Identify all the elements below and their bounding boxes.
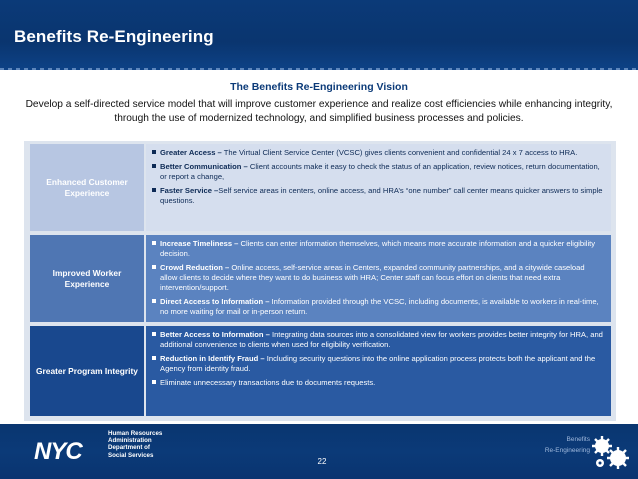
agency-line: Department of <box>108 444 150 452</box>
footer-label <box>510 434 590 456</box>
list-item <box>152 378 603 388</box>
gear-icon <box>588 430 632 474</box>
footer-label-line: Re-Engineering <box>544 447 590 454</box>
row-label-text: Improved Worker Experience <box>52 267 122 289</box>
list-item <box>152 148 603 158</box>
item-heading: Greater Access – <box>160 148 222 157</box>
item-heading: Direct Access to Information – <box>160 297 270 306</box>
row-label-integrity <box>30 326 144 416</box>
agency-name <box>108 430 162 459</box>
bullet-icon <box>152 356 156 360</box>
bullet-icon <box>152 164 156 168</box>
item-text: Client accounts make it easy to check the status of an application, review notices, return documentation, or report a change, <box>160 162 600 181</box>
list-item <box>152 186 603 206</box>
bullet-icon <box>152 299 156 303</box>
item-heading: Better Communication – <box>160 162 248 171</box>
page-number: 22 <box>317 457 327 466</box>
item-text: Integrating data sources into a consolidated view for workers provides better integrity for HRA, and additional convenience to clients when used for eligibility verification. <box>160 330 603 349</box>
bullet-icon <box>152 380 156 384</box>
footer-label-line: Benefits <box>566 436 590 443</box>
bullet-icon <box>152 332 156 336</box>
list-item <box>152 263 603 293</box>
item-text: Online access, self-service areas in Centers, expanded community partnerships, and a citywide caseload allow clients to decide where they want to do business with HRA; Center staff can focus effort on clients that need extra intervention/support. <box>160 263 585 292</box>
list-item <box>152 354 603 374</box>
item-text: Eliminate unnecessary transactions due to documents requests. <box>160 378 376 387</box>
item-heading: Reduction in Identify Fraud – <box>160 354 265 363</box>
bullet-icon <box>152 150 156 154</box>
list-item <box>152 330 603 350</box>
row-body-customer <box>146 144 611 231</box>
vision-title: The Benefits Re-Engineering Vision <box>230 81 408 93</box>
item-text: Information provided through the VCSC, including documents, is available to workers in real-time, no more waiting for mail or in-person return. <box>160 297 599 316</box>
row-label-text: Enhanced Customer Experience <box>46 176 128 198</box>
item-heading: Faster Service – <box>160 186 219 195</box>
row-body-worker <box>146 235 611 322</box>
bullet-icon <box>152 265 156 269</box>
list-item <box>152 297 603 317</box>
bullet-icon <box>152 188 156 192</box>
item-heading: Increase Timeliness – <box>160 239 239 248</box>
item-heading: Crowd Reduction – <box>160 263 230 272</box>
item-text: Self service areas in centers, online access, and HRA’s “one number” call center means quicker answers to simple questions. <box>160 186 603 205</box>
page-title: Benefits Re-Engineering <box>14 27 214 46</box>
item-text: The Virtual Client Service Center (VCSC) gives clients convenient and confidential 24 x 7 access to HRA. <box>221 148 578 157</box>
row-body-integrity <box>146 326 611 416</box>
agency-line: Human Resources <box>108 430 163 437</box>
list-item <box>152 162 603 182</box>
footer-bar <box>0 424 638 479</box>
row-label-customer <box>30 144 144 231</box>
agency-line: Administration <box>108 437 152 445</box>
agency-line: Social Services <box>108 451 154 459</box>
item-text: Clients can enter information themselves, which means more accurate information and a quicker eligibility decision. <box>160 239 596 258</box>
item-text: Including security questions into the online application process protects both the applicant and the Agency from identity fraud. <box>160 354 596 373</box>
header-divider <box>0 68 638 70</box>
row-label-worker <box>30 235 144 322</box>
vision-statement: Develop a self-directed service model that will improve customer experience and realize cost efficiencies while enhancing integrity, through the use of modernized technology, and simplified business processes and policies. <box>25 99 613 124</box>
list-item <box>152 239 603 259</box>
nyc-logo: NYC <box>34 438 82 465</box>
header-bar <box>0 0 638 70</box>
bullet-icon <box>152 241 156 245</box>
row-label-text: Greater Program Integrity <box>36 365 138 376</box>
item-heading: Better Access to Information – <box>160 330 270 339</box>
